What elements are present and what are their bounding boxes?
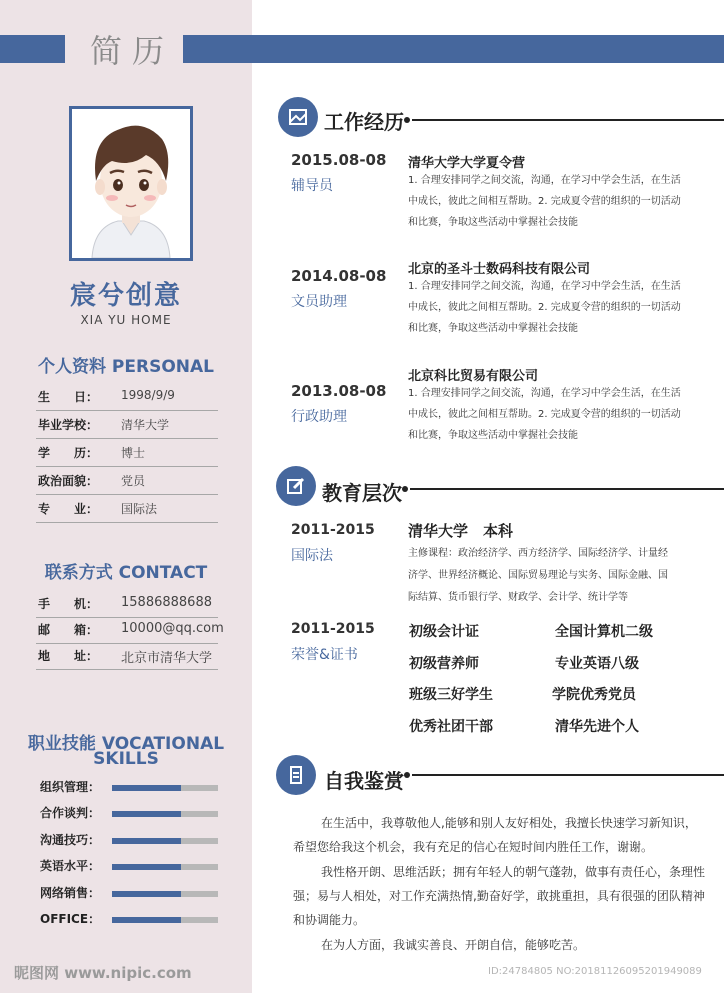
skill-row [38,804,238,824]
skill-label: 沟通技巧： [40,833,101,847]
personal-row [36,468,218,495]
certificate: 优秀社团干部 [409,719,493,735]
pencil-icon [276,466,316,506]
info-label: 专 业： [38,502,99,516]
self-paragraph: 在为人方面，我诚实善良、开朗自信，能够吃苦。 [321,938,586,952]
skill-bar-fill [112,917,181,923]
education-date: 2011-2015 [291,522,375,538]
info-value: 清华大学 [121,418,170,432]
divider [412,774,724,776]
header-bar-right [183,35,724,63]
self-paragraph: 在生活中，我尊敬他人,能够和别人友好相处，我擅长快速学习新知识，希望您给我这个机会，我有充足的信心在短时间内胜任工作，谢谢。 [293,816,697,854]
work-role: 辅导员 [291,178,333,194]
contact-row [36,617,224,644]
profile-name: 宸兮创意 [69,281,182,311]
skill-bar-fill [112,838,181,844]
certificate: 清华先进个人 [555,719,639,735]
honors-date: 2011-2015 [291,621,375,637]
skill-label: 合作谈判： [40,806,101,820]
certificate: 初级营养师 [409,656,479,672]
skill-bar-track [112,838,218,844]
work-desc-line: 1. 合理安排同学之间交流，沟通，在学习中学会生活，在生活 [408,175,681,186]
work-role: 行政助理 [291,409,347,425]
briefcase-icon [278,97,318,137]
skill-row [38,910,238,930]
certificate: 学院优秀党员 [552,687,636,703]
work-date: 2015.08-08 [291,151,387,169]
skill-bar-track [112,811,218,817]
contact-value: 15886888688 [121,595,212,610]
certificate: 班级三好学生 [409,687,493,703]
certificate: 初级会计证 [409,624,479,640]
work-desc-line: 和比赛，争取这些活动中掌握社会技能 [408,430,578,441]
info-value: 国际法 [121,502,158,516]
info-label: 生 日： [38,390,99,404]
work-desc-line: 1. 合理安排同学之间交流，沟通，在学习中学会生活，在生活 [408,388,681,399]
work-section-title: 工作经历 [324,110,404,134]
work-description [408,383,710,446]
info-label: 政治面貌： [38,474,99,488]
info-value: 博士 [121,446,146,460]
skill-bar-fill [112,811,181,817]
divider-dot [404,772,410,778]
work-desc-line: 和比赛，争取这些活动中掌握社会技能 [408,323,578,334]
skill-bar-fill [112,864,181,870]
work-desc-line: 和比赛，争取这些活动中掌握社会技能 [408,217,578,228]
skill-label: 组织管理： [40,780,101,794]
contact-value: 10000@qq.com [121,621,224,636]
info-value: 党员 [121,474,146,488]
work-desc-line: 中成长，彼此之间相互帮助。2. 完成夏令营的组织的一切活动 [408,196,681,207]
contact-label: 地 址： [38,649,99,663]
contact-label: 手 机： [38,597,99,611]
skill-row [38,831,238,851]
avatar [69,106,193,261]
info-value: 1998/9/9 [121,388,175,402]
personal-section-title: 个人资料 PERSONAL [38,357,214,377]
divider [410,488,724,490]
skills-section-title: 职业技能 VOCATIONAL [27,734,225,754]
image-id-watermark: ID:24784805 NO:20181126095201949089 [488,966,702,977]
skill-row [38,778,238,798]
personal-row [36,384,218,411]
header-bar-left [0,35,65,63]
courses-line: 主修课程：政治经济学、西方经济学、国际经济学、计量经 [408,548,668,559]
work-company: 北京的圣斗士数码科技有限公司 [408,262,591,277]
education-courses [408,543,704,609]
self-paragraph: 我性格开朗、思维活跃；拥有年轻人的朝气蓬勃，做事有责任心，条理性强；易与人相处，对工作充满热情,勤奋好学，敢挑重担，具有很强的团队精神和协调能力。 [293,865,706,927]
courses-line: 际结算、货币银行学、财政学、会计学、统计学等 [408,592,628,603]
skill-label: 英语水平： [40,859,101,873]
education-major: 国际法 [291,548,333,564]
certificate: 全国计算机二级 [555,624,653,640]
skills-section-title-2: SKILLS [93,749,159,769]
skill-bar-track [112,785,218,791]
divider [412,119,724,121]
work-description [408,276,710,339]
profile-name-english: XIA YU HOME [80,313,172,327]
work-desc-line: 中成长，彼此之间相互帮助。2. 完成夏令营的组织的一切活动 [408,302,681,313]
skill-bar-track [112,891,218,897]
info-label: 毕业学校： [38,418,99,432]
skill-bar-fill [112,891,181,897]
skill-bar-track [112,917,218,923]
work-date: 2014.08-08 [291,267,387,285]
skill-bar-fill [112,785,181,791]
work-date: 2013.08-08 [291,382,387,400]
work-desc-line: 中成长，彼此之间相互帮助。2. 完成夏令营的组织的一切活动 [408,409,681,420]
divider-dot [404,117,410,123]
skill-label: OFFICE： [40,912,101,926]
skill-label: 网络销售： [40,886,101,900]
work-role: 文员助理 [291,294,347,310]
courses-line: 济学、世界经济概论、国际贸易理论与实务、国际金融、国 [408,570,668,581]
resume-title: 简历 [90,32,175,70]
work-desc-line: 1. 合理安排同学之间交流，沟通，在学习中学会生活，在生活 [408,281,681,292]
certificate: 专业英语八级 [555,656,639,672]
contact-row [36,591,218,618]
contact-value: 北京市清华大学 [121,651,213,666]
personal-row [36,440,218,467]
skill-row [38,857,238,877]
personal-row [36,496,218,523]
education-section-title: 教育层次 [322,481,402,505]
contact-label: 邮 箱： [38,623,99,637]
work-description [408,170,710,233]
contact-section-title: 联系方式 CONTACT [44,563,208,583]
skill-bar-track [112,864,218,870]
honors-label: 荣誉&证书 [291,647,358,663]
education-school: 清华大学 本科 [408,522,514,540]
skill-row [38,884,238,904]
personal-row [36,412,218,439]
info-label: 学 历： [38,446,99,460]
work-company: 北京科比贸易有限公司 [408,369,539,384]
document-icon [276,755,316,795]
contact-row [36,643,218,670]
self-section-title: 自我鉴赏 [324,769,404,793]
watermark-logo: 昵图网 www.nipic.com [14,964,192,982]
work-company: 清华大学大学夏令营 [408,156,526,171]
divider-dot [402,486,408,492]
